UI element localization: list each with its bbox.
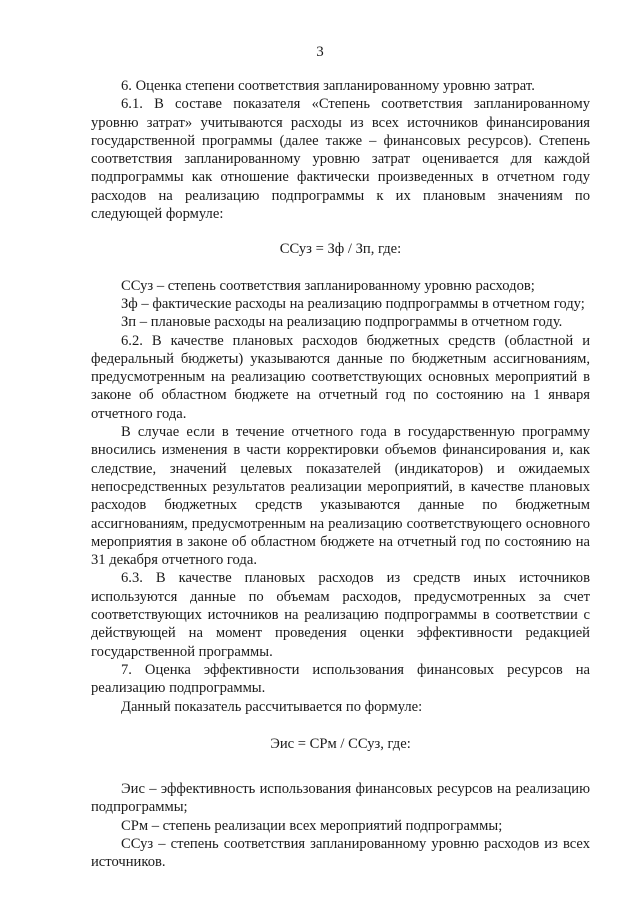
definition-ssuz: ССуз – степень соответствия запланированному уровню расходов;: [121, 277, 535, 294]
page-number: 3: [316, 44, 324, 60]
formula-ssuz: ССуз = Зф / Зп, где:: [279, 241, 402, 258]
section-6-heading: 6. Оценка степени соответствия запланированному уровню затрат.: [121, 78, 535, 94]
section-7-heading: 7. Оценка эффективности использования финансовых ресурсов на реализацию подпрограммы.: [91, 661, 590, 697]
formula-eis: Эис = СРм / ССуз, где:: [270, 735, 411, 752]
definition-ssuz-all: ССуз – степень соответствия запланированному уровню расходов из всех источников.: [91, 835, 590, 871]
paragraph-6-2: 6.2. В качестве плановых расходов бюджетных средств (областной и федеральный бюджеты) указываются данные по бюджетным ассигнованиям, предусмотренным на реализацию соответствующих основных мероприятий в законе об областном бюджете на отчетный год по состоянию на 1 января отчетного года.: [91, 332, 590, 422]
definition-zf: Зф – фактические расходы на реализацию подпрограммы в отчетном году;: [121, 295, 585, 312]
paragraph-6-2-changes: В случае если в течение отчетного года в государственную программу вносились изменения в части корректировки объемов финансирования и, как следствие, значений целевых показателей (индикаторов) и ожидаемых непосредственных результатов реализации мероприятий, в качестве плановых расходов бюджетных средств указываются данные по бюджетным ассигнованиям, предусмотренным на реализацию соответствующего основного мероприятия в законе об областном бюджете на отчетный год по состоянию на 31 декабря отчетного года.: [91, 424, 590, 569]
paragraph-6-3: 6.3. В качестве плановых расходов из средств иных источников используются данные по объемам расходов, предусмотренных за счет соответствующих источников на реализацию подпрограммы в соответствии с действующей на момент проведения оценки эффективности редакцией государственной программы.: [91, 570, 590, 660]
paragraph-6-1: 6.1. В составе показателя «Степень соответствия запланированному уровню затрат» учитываются расходы из всех источников финансирования государственной программы (далее также – финансовых ресурсов). Степень соответствия запланированному уровню затрат оценивается для каждой подпрограммы как отношение фактически произведенных в отчетном году расходов на реализацию подпрограммы к их плановым значениям по следующей формуле:: [91, 96, 590, 223]
definition-eis: Эис – эффективность использования финансовых ресурсов на реализацию подпрограммы;: [91, 781, 590, 816]
document-body: [91, 77, 590, 872]
formula-intro: Данный показатель рассчитывается по формуле:: [121, 698, 423, 715]
definition-zp: Зп – плановые расходы на реализацию подпрограммы в отчетном году.: [121, 314, 563, 331]
definition-srm: СРм – степень реализации всех мероприятий подпрограммы;: [121, 817, 503, 834]
